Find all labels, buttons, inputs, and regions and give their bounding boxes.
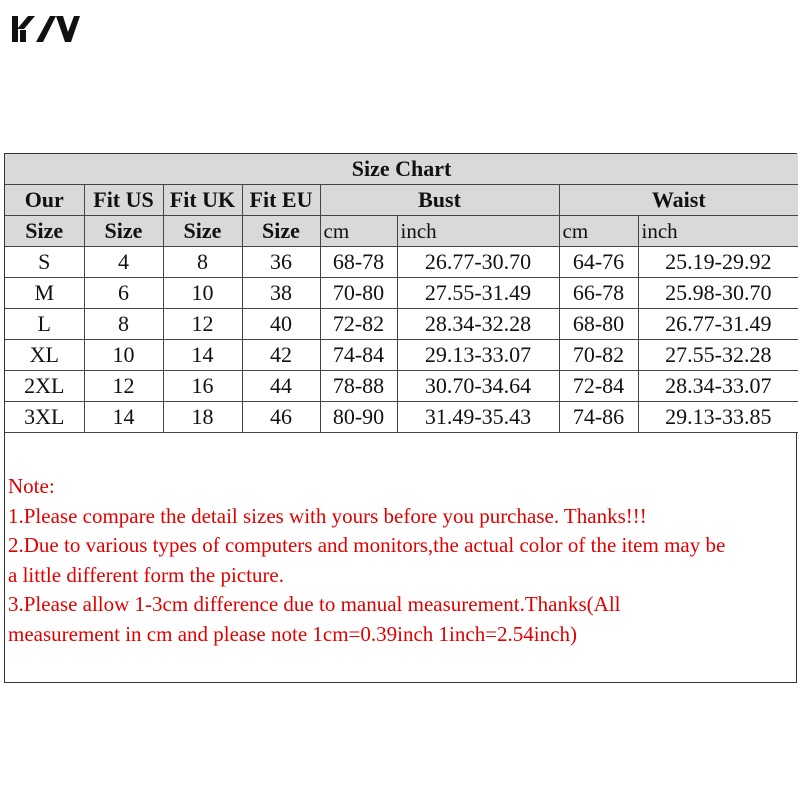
cell-eu: 42 [242,340,320,371]
cell-us: 10 [84,340,163,371]
cell-eu: 38 [242,278,320,309]
cell-eu: 46 [242,402,320,433]
cell-bust-inch: 27.55-31.49 [397,278,559,309]
cell-waist-inch: 29.13-33.85 [638,402,798,433]
cell-size: XL [5,340,84,371]
table-row [5,278,798,309]
cell-waist-cm: 74-86 [559,402,638,433]
header-fit-uk-2: Size [163,216,242,247]
notes-heading: Note: [8,474,55,498]
header-fit-eu: Fit EU [242,185,320,216]
cell-waist-cm: 64-76 [559,247,638,278]
cell-bust-inch: 30.70-34.64 [397,371,559,402]
cell-us: 14 [84,402,163,433]
waist-unit-cm: cm [559,216,638,247]
table-row [5,309,798,340]
cell-waist-inch: 25.19-29.92 [638,247,798,278]
cell-uk: 14 [163,340,242,371]
note-line-2-cont: a little different form the picture. [8,562,285,587]
header-fit-eu-2: Size [242,216,320,247]
waist-unit-inch: inch [638,216,798,247]
cell-bust-cm: 68-78 [320,247,397,278]
cell-bust-cm: 72-82 [320,309,397,340]
cell-size: S [5,247,84,278]
cell-uk: 18 [163,402,242,433]
note-line-1: 1.Please compare the detail sizes with yours before you purchase. Thanks!!! [8,503,647,528]
table-row [5,402,798,433]
bust-unit-cm: cm [320,216,397,247]
bust-unit-inch: inch [397,216,559,247]
cell-us: 8 [84,309,163,340]
cell-bust-cm: 74-84 [320,340,397,371]
header-our-size-2: Size [5,216,84,247]
note-line-3: 3.Please allow 1-3cm difference due to manual measurement.Thanks(All [8,592,621,616]
cell-uk: 10 [163,278,242,309]
cell-size: M [5,278,84,309]
cell-bust-cm: 78-88 [320,371,397,402]
header-waist: Waist [559,185,798,216]
header-fit-us-2: Size [84,216,163,247]
cell-waist-inch: 27.55-32.28 [638,340,798,371]
cell-eu: 40 [242,309,320,340]
note-line-3-cont: measurement in cm and please note 1cm=0.39inch 1inch=2.54inch) [8,621,577,646]
notes-section [4,472,797,649]
header-fit-uk: Fit UK [163,185,242,216]
cell-uk: 12 [163,309,242,340]
cell-bust-inch: 29.13-33.07 [397,340,559,371]
cell-us: 12 [84,371,163,402]
table-row [5,247,798,278]
note-line-2: 2.Due to various types of computers and monitors,the actual color of the item may be [8,533,726,557]
cell-size: 3XL [5,402,84,433]
cell-us: 4 [84,247,163,278]
cell-waist-inch: 25.98-30.70 [638,278,798,309]
table-row [5,371,798,402]
size-rows [5,247,798,433]
cell-waist-inch: 26.77-31.49 [638,309,798,340]
cell-waist-cm: 72-84 [559,371,638,402]
cell-waist-cm: 66-78 [559,278,638,309]
table-title: Size Chart [5,154,798,185]
cell-bust-inch: 31.49-35.43 [397,402,559,433]
cell-uk: 8 [163,247,242,278]
cell-uk: 16 [163,371,242,402]
cell-eu: 44 [242,371,320,402]
cell-us: 6 [84,278,163,309]
cell-bust-inch: 26.77-30.70 [397,247,559,278]
cell-size: L [5,309,84,340]
table-row [5,340,798,371]
cell-eu: 36 [242,247,320,278]
cell-waist-cm: 70-82 [559,340,638,371]
cell-size: 2XL [5,371,84,402]
cell-waist-inch: 28.34-33.07 [638,371,798,402]
header-fit-us: Fit US [84,185,163,216]
cell-waist-cm: 68-80 [559,309,638,340]
header-bust: Bust [320,185,559,216]
brand-logo [12,12,82,44]
header-our-size: Our [5,185,84,216]
cell-bust-cm: 80-90 [320,402,397,433]
size-table [5,154,798,433]
cell-bust-cm: 70-80 [320,278,397,309]
cell-bust-inch: 28.34-32.28 [397,309,559,340]
